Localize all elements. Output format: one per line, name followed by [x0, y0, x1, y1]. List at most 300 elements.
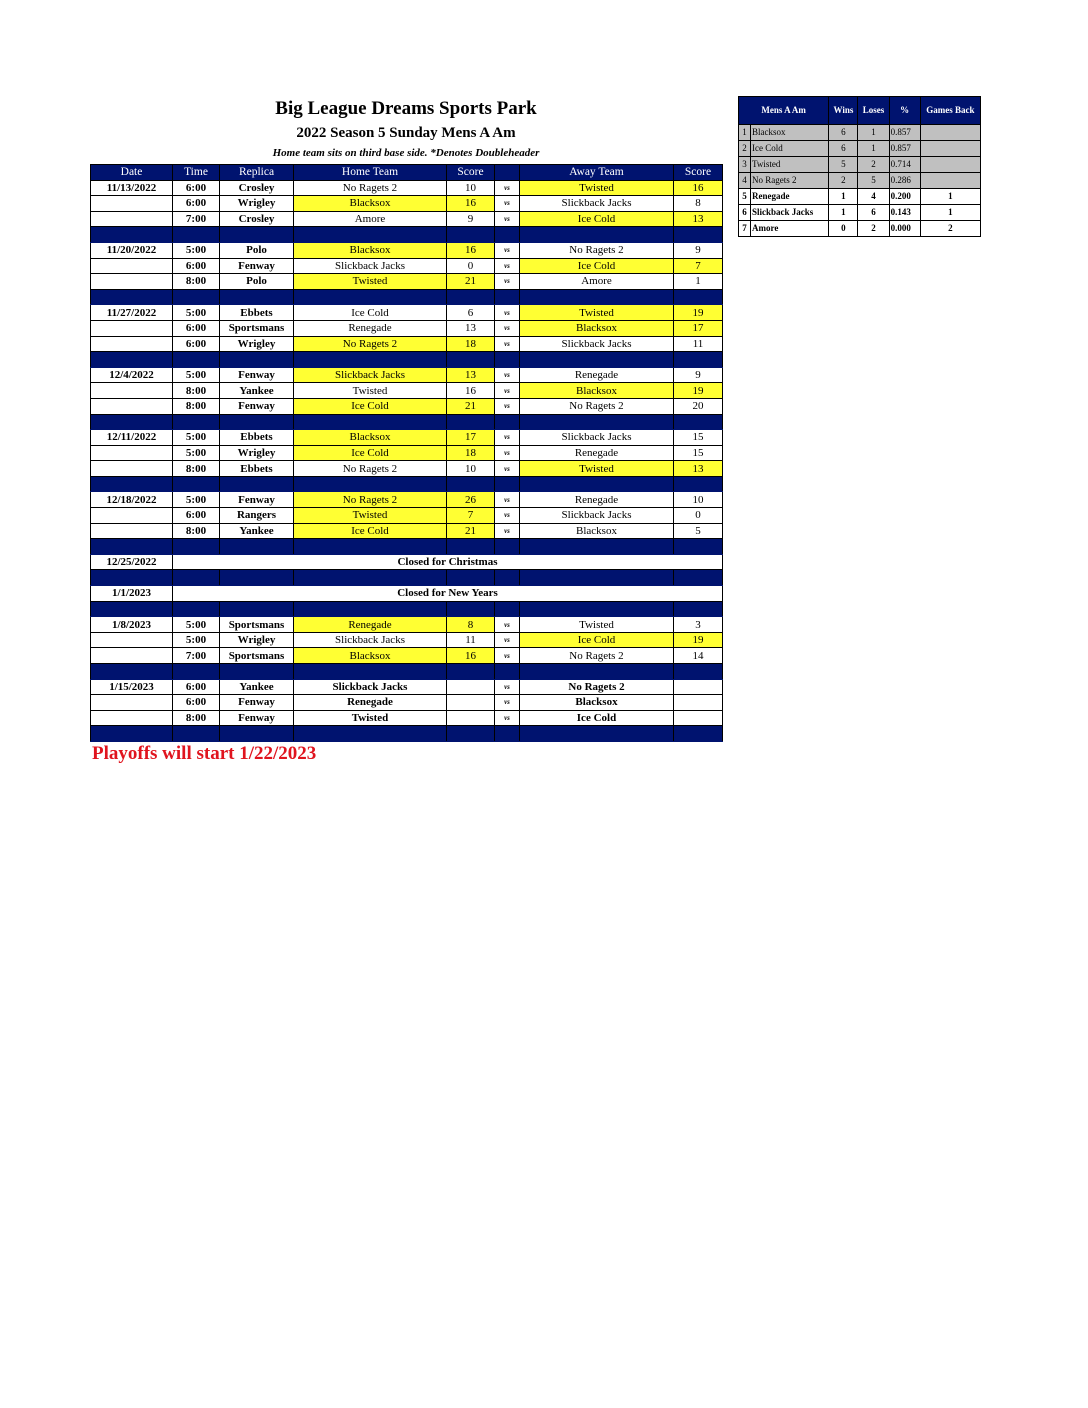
standings-games-back: 1 [920, 189, 980, 205]
standings-wins: 1 [829, 205, 858, 221]
standings-pct: 0.714 [889, 157, 920, 173]
away-team: Ice Cold [520, 211, 674, 227]
game-row [91, 336, 723, 352]
away-team: Slickback Jacks [520, 430, 674, 446]
home-team: Ice Cold [294, 398, 447, 414]
away-score: 19 [674, 383, 723, 399]
separator-cell [447, 539, 495, 555]
game-date-empty [91, 445, 173, 461]
separator-cell [91, 601, 173, 617]
home-team: Ice Cold [294, 523, 447, 539]
home-score: 13 [447, 320, 495, 336]
game-date: 12/18/2022 [91, 492, 173, 508]
separator-cell [495, 570, 520, 586]
game-time: 6:00 [173, 320, 220, 336]
week-separator-row [91, 726, 723, 742]
game-row [91, 430, 723, 446]
game-field: Crosley [220, 180, 294, 196]
game-time: 8:00 [173, 398, 220, 414]
standings-row [739, 221, 981, 237]
game-date: 12/25/2022 [91, 554, 173, 570]
away-score: 5 [674, 523, 723, 539]
separator-cell [447, 352, 495, 368]
home-score [447, 679, 495, 695]
away-team: Twisted [520, 305, 674, 321]
home-team: Twisted [294, 508, 447, 524]
separator-cell [220, 289, 294, 305]
home-score: 21 [447, 523, 495, 539]
game-date-empty [91, 508, 173, 524]
vs-label: vs [495, 710, 520, 726]
game-row [91, 211, 723, 227]
standings-rank: 3 [739, 157, 751, 173]
separator-cell [220, 601, 294, 617]
separator-cell [91, 539, 173, 555]
game-field: Fenway [220, 367, 294, 383]
away-team: No Ragets 2 [520, 648, 674, 664]
game-date: 1/1/2023 [91, 586, 173, 602]
week-separator-row [91, 227, 723, 243]
separator-cell [173, 726, 220, 742]
away-team: Ice Cold [520, 258, 674, 274]
vs-label: vs [495, 523, 520, 539]
home-score: 18 [447, 445, 495, 461]
standings-row [739, 125, 981, 141]
vs-label: vs [495, 617, 520, 633]
separator-cell [91, 289, 173, 305]
away-score [674, 679, 723, 695]
game-time: 7:00 [173, 211, 220, 227]
away-team: Amore [520, 274, 674, 290]
separator-cell [220, 539, 294, 555]
home-team: Renegade [294, 617, 447, 633]
away-score: 15 [674, 430, 723, 446]
away-score: 15 [674, 445, 723, 461]
vs-label: vs [495, 196, 520, 212]
vs-label: vs [495, 695, 520, 711]
separator-cell [173, 664, 220, 680]
game-field: Polo [220, 274, 294, 290]
home-score: 18 [447, 336, 495, 352]
away-score: 0 [674, 508, 723, 524]
col-header-replica: Replica [220, 165, 294, 181]
week-separator-row [91, 476, 723, 492]
week-separator-row [91, 352, 723, 368]
standings-team: No Ragets 2 [751, 173, 829, 189]
week-separator-row [91, 414, 723, 430]
standings-header-loses: Loses [858, 97, 889, 125]
separator-cell [173, 289, 220, 305]
standings-row [739, 205, 981, 221]
game-row [91, 180, 723, 196]
schedule-body [91, 180, 723, 741]
vs-label: vs [495, 461, 520, 477]
home-score: 21 [447, 398, 495, 414]
game-row [91, 710, 723, 726]
closed-row [91, 586, 723, 602]
home-score: 16 [447, 196, 495, 212]
home-score: 0 [447, 258, 495, 274]
separator-cell [495, 539, 520, 555]
separator-cell [495, 476, 520, 492]
game-field: Fenway [220, 492, 294, 508]
vs-label: vs [495, 445, 520, 461]
separator-cell [674, 539, 723, 555]
closed-row [91, 554, 723, 570]
home-score: 26 [447, 492, 495, 508]
game-field: Sportsmans [220, 648, 294, 664]
separator-cell [91, 414, 173, 430]
game-field: Fenway [220, 695, 294, 711]
game-time: 6:00 [173, 695, 220, 711]
standings-games-back [920, 125, 980, 141]
away-team: Slickback Jacks [520, 196, 674, 212]
away-team: Slickback Jacks [520, 336, 674, 352]
game-field: Sportsmans [220, 617, 294, 633]
separator-cell [674, 664, 723, 680]
home-team: No Ragets 2 [294, 492, 447, 508]
home-score: 7 [447, 508, 495, 524]
away-team: Blacksox [520, 695, 674, 711]
separator-cell [520, 476, 674, 492]
home-score: 16 [447, 242, 495, 258]
game-date-empty [91, 523, 173, 539]
separator-cell [674, 570, 723, 586]
game-time: 8:00 [173, 461, 220, 477]
page-title: Big League Dreams Sports Park [275, 98, 537, 119]
away-team: Slickback Jacks [520, 508, 674, 524]
away-score: 9 [674, 242, 723, 258]
vs-label: vs [495, 383, 520, 399]
game-time: 6:00 [173, 679, 220, 695]
separator-cell [447, 570, 495, 586]
game-row [91, 632, 723, 648]
home-team: Amore [294, 211, 447, 227]
standings-loses: 4 [858, 189, 889, 205]
game-time: 6:00 [173, 196, 220, 212]
standings-pct: 0.286 [889, 173, 920, 189]
standings-pct: 0.000 [889, 221, 920, 237]
home-team: Renegade [294, 695, 447, 711]
game-time: 6:00 [173, 258, 220, 274]
game-date: 11/20/2022 [91, 242, 173, 258]
game-date: 11/13/2022 [91, 180, 173, 196]
separator-cell [294, 664, 447, 680]
game-field: Rangers [220, 508, 294, 524]
home-team: Twisted [294, 710, 447, 726]
standings-rank: 2 [739, 141, 751, 157]
game-time: 5:00 [173, 305, 220, 321]
home-score: 17 [447, 430, 495, 446]
game-time: 6:00 [173, 508, 220, 524]
away-score: 9 [674, 367, 723, 383]
col-header-date: Date [91, 165, 173, 181]
away-score: 1 [674, 274, 723, 290]
standings-games-back [920, 141, 980, 157]
game-date-empty [91, 461, 173, 477]
standings-table [738, 96, 981, 237]
separator-cell [294, 352, 447, 368]
home-score [447, 695, 495, 711]
separator-cell [495, 601, 520, 617]
away-score: 19 [674, 632, 723, 648]
separator-cell [220, 664, 294, 680]
game-time: 5:00 [173, 445, 220, 461]
week-separator-row [91, 289, 723, 305]
game-field: Crosley [220, 211, 294, 227]
separator-cell [173, 570, 220, 586]
standings-rank: 7 [739, 221, 751, 237]
game-time: 5:00 [173, 617, 220, 633]
game-date-empty [91, 196, 173, 212]
game-row [91, 492, 723, 508]
page-note: Home team sits on third base side. *Denotes Doubleheader [272, 147, 540, 159]
away-team: Blacksox [520, 383, 674, 399]
game-field: Fenway [220, 710, 294, 726]
home-score: 11 [447, 632, 495, 648]
separator-cell [220, 414, 294, 430]
separator-cell [495, 227, 520, 243]
standings-row [739, 141, 981, 157]
schedule-table [90, 164, 723, 742]
game-time: 8:00 [173, 523, 220, 539]
vs-label: vs [495, 320, 520, 336]
home-score: 10 [447, 461, 495, 477]
col-header-vs [495, 165, 520, 181]
standings-wins: 6 [829, 141, 858, 157]
away-score: 20 [674, 398, 723, 414]
standings-loses: 6 [858, 205, 889, 221]
game-row [91, 383, 723, 399]
separator-cell [495, 289, 520, 305]
week-separator-row [91, 570, 723, 586]
separator-cell [674, 726, 723, 742]
standings-loses: 1 [858, 125, 889, 141]
game-field: Sportsmans [220, 320, 294, 336]
home-team: Blacksox [294, 430, 447, 446]
game-row [91, 305, 723, 321]
separator-cell [520, 414, 674, 430]
standings-team: Twisted [751, 157, 829, 173]
separator-cell [220, 726, 294, 742]
standings-rank: 6 [739, 205, 751, 221]
separator-cell [495, 414, 520, 430]
game-field: Wrigley [220, 196, 294, 212]
separator-cell [447, 664, 495, 680]
vs-label: vs [495, 679, 520, 695]
away-team: Blacksox [520, 320, 674, 336]
game-date-empty [91, 648, 173, 664]
game-row [91, 679, 723, 695]
game-field: Fenway [220, 398, 294, 414]
home-team: Slickback Jacks [294, 258, 447, 274]
home-team: Blacksox [294, 242, 447, 258]
standings-row [739, 157, 981, 173]
separator-cell [220, 352, 294, 368]
separator-cell [220, 570, 294, 586]
separator-cell [294, 289, 447, 305]
game-time: 5:00 [173, 242, 220, 258]
col-header-home-score: Score [447, 165, 495, 181]
home-score: 13 [447, 367, 495, 383]
game-date-empty [91, 336, 173, 352]
standings-wins: 1 [829, 189, 858, 205]
standings-header-pct: % [889, 97, 920, 125]
closed-note: Closed for New Years [173, 586, 723, 602]
home-team: Slickback Jacks [294, 367, 447, 383]
vs-label: vs [495, 632, 520, 648]
vs-label: vs [495, 242, 520, 258]
standings-games-back: 1 [920, 205, 980, 221]
standings-header-row [739, 97, 981, 125]
standings-row [739, 189, 981, 205]
game-field: Ebbets [220, 305, 294, 321]
separator-cell [91, 570, 173, 586]
standings-loses: 2 [858, 157, 889, 173]
away-team: No Ragets 2 [520, 398, 674, 414]
game-date: 11/27/2022 [91, 305, 173, 321]
game-date: 1/8/2023 [91, 617, 173, 633]
standings-games-back [920, 173, 980, 189]
vs-label: vs [495, 398, 520, 414]
vs-label: vs [495, 258, 520, 274]
game-time: 5:00 [173, 632, 220, 648]
separator-cell [674, 476, 723, 492]
separator-cell [447, 414, 495, 430]
away-team: Twisted [520, 180, 674, 196]
standings-header-division: Mens A Am [739, 97, 829, 125]
game-row [91, 242, 723, 258]
home-team: Renegade [294, 320, 447, 336]
away-score: 13 [674, 211, 723, 227]
game-field: Wrigley [220, 632, 294, 648]
separator-cell [447, 476, 495, 492]
game-row [91, 258, 723, 274]
vs-label: vs [495, 508, 520, 524]
game-time: 5:00 [173, 430, 220, 446]
playoffs-notice: Playoffs will start 1/22/2023 [92, 743, 317, 764]
standings-loses: 1 [858, 141, 889, 157]
standings-header-games-back: Games Back [920, 97, 980, 125]
standings-team: Ice Cold [751, 141, 829, 157]
home-team: Slickback Jacks [294, 632, 447, 648]
game-row [91, 648, 723, 664]
game-date-empty [91, 258, 173, 274]
separator-cell [520, 570, 674, 586]
separator-cell [520, 664, 674, 680]
standings-row [739, 173, 981, 189]
game-date-empty [91, 398, 173, 414]
separator-cell [674, 414, 723, 430]
game-time: 8:00 [173, 383, 220, 399]
vs-label: vs [495, 430, 520, 446]
away-score: 13 [674, 461, 723, 477]
away-team: No Ragets 2 [520, 242, 674, 258]
game-time: 8:00 [173, 274, 220, 290]
game-field: Ebbets [220, 430, 294, 446]
separator-cell [447, 726, 495, 742]
away-team: Twisted [520, 617, 674, 633]
separator-cell [294, 539, 447, 555]
closed-note: Closed for Christmas [173, 554, 723, 570]
game-field: Yankee [220, 383, 294, 399]
standings-games-back: 2 [920, 221, 980, 237]
game-field: Yankee [220, 523, 294, 539]
away-team: Ice Cold [520, 710, 674, 726]
away-score: 7 [674, 258, 723, 274]
game-row [91, 398, 723, 414]
away-score: 8 [674, 196, 723, 212]
game-field: Fenway [220, 258, 294, 274]
vs-label: vs [495, 305, 520, 321]
standings-wins: 5 [829, 157, 858, 173]
away-score: 17 [674, 320, 723, 336]
away-score: 14 [674, 648, 723, 664]
standings-pct: 0.200 [889, 189, 920, 205]
separator-cell [220, 227, 294, 243]
away-team: Renegade [520, 492, 674, 508]
week-separator-row [91, 664, 723, 680]
game-row [91, 523, 723, 539]
standings-team: Renegade [751, 189, 829, 205]
home-score: 16 [447, 648, 495, 664]
standings-pct: 0.857 [889, 141, 920, 157]
separator-cell [674, 289, 723, 305]
separator-cell [294, 570, 447, 586]
game-time: 8:00 [173, 710, 220, 726]
away-team: No Ragets 2 [520, 679, 674, 695]
page-subtitle: 2022 Season 5 Sunday Mens A Am [296, 125, 516, 141]
home-team: Blacksox [294, 648, 447, 664]
separator-cell [294, 414, 447, 430]
away-score [674, 695, 723, 711]
separator-cell [220, 476, 294, 492]
game-field: Yankee [220, 679, 294, 695]
away-score: 19 [674, 305, 723, 321]
game-date-empty [91, 383, 173, 399]
vs-label: vs [495, 367, 520, 383]
game-row [91, 695, 723, 711]
home-team: No Ragets 2 [294, 180, 447, 196]
separator-cell [520, 289, 674, 305]
game-row [91, 367, 723, 383]
away-team: Blacksox [520, 523, 674, 539]
away-score: 11 [674, 336, 723, 352]
away-score: 10 [674, 492, 723, 508]
away-team: Renegade [520, 445, 674, 461]
separator-cell [520, 539, 674, 555]
game-field: Ebbets [220, 461, 294, 477]
away-team: Twisted [520, 461, 674, 477]
standings-wins: 0 [829, 221, 858, 237]
home-team: Ice Cold [294, 445, 447, 461]
game-date-empty [91, 710, 173, 726]
vs-label: vs [495, 492, 520, 508]
separator-cell [91, 726, 173, 742]
separator-cell [91, 352, 173, 368]
game-row [91, 508, 723, 524]
separator-cell [91, 476, 173, 492]
col-header-time: Time [173, 165, 220, 181]
separator-cell [520, 726, 674, 742]
separator-cell [173, 227, 220, 243]
away-score [674, 710, 723, 726]
game-date: 1/15/2023 [91, 679, 173, 695]
vs-label: vs [495, 180, 520, 196]
standings-team: Blacksox [751, 125, 829, 141]
separator-cell [91, 664, 173, 680]
separator-cell [173, 476, 220, 492]
